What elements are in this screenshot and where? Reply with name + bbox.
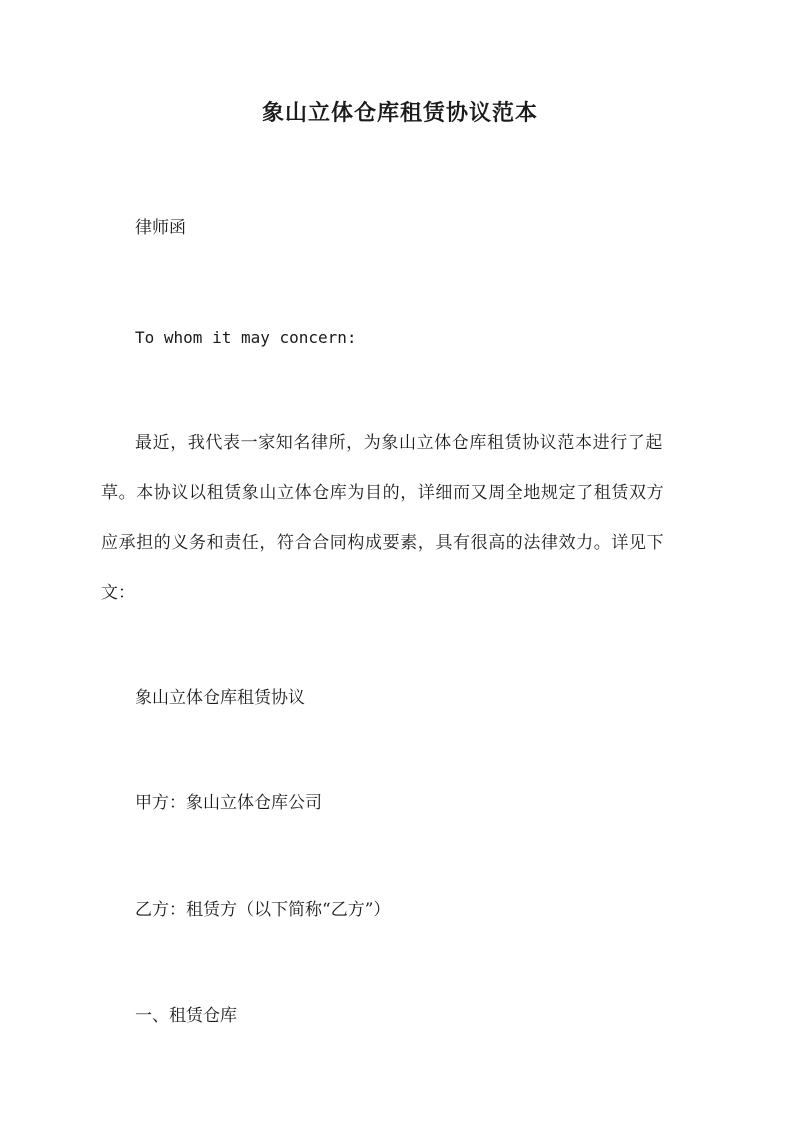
- intro-line-3: 应承担的义务和责任，符合合同构成要素，具有很高的法律效力。详见下: [101, 533, 665, 553]
- document-title: 象山立体仓库租赁协议范本: [261, 100, 538, 126]
- letter-heading: 律师函: [135, 218, 186, 238]
- party-b: 乙方：租赁方（以下简称“乙方”）: [135, 900, 391, 920]
- intro-line-4: 文：: [101, 583, 135, 603]
- salutation: To whom it may concern:: [135, 328, 357, 347]
- agreement-title: 象山立体仓库租赁协议: [135, 688, 305, 708]
- intro-line-2: 草。本协议以租赁象山立体仓库为目的，详细而又周全地规定了租赁双方: [101, 483, 665, 503]
- intro-line-1: 最近，我代表一家知名律所，为象山立体仓库租赁协议范本进行了起: [135, 433, 663, 453]
- party-a: 甲方：象山立体仓库公司: [135, 793, 322, 813]
- section-heading-1: 一、租赁仓库: [135, 1006, 237, 1026]
